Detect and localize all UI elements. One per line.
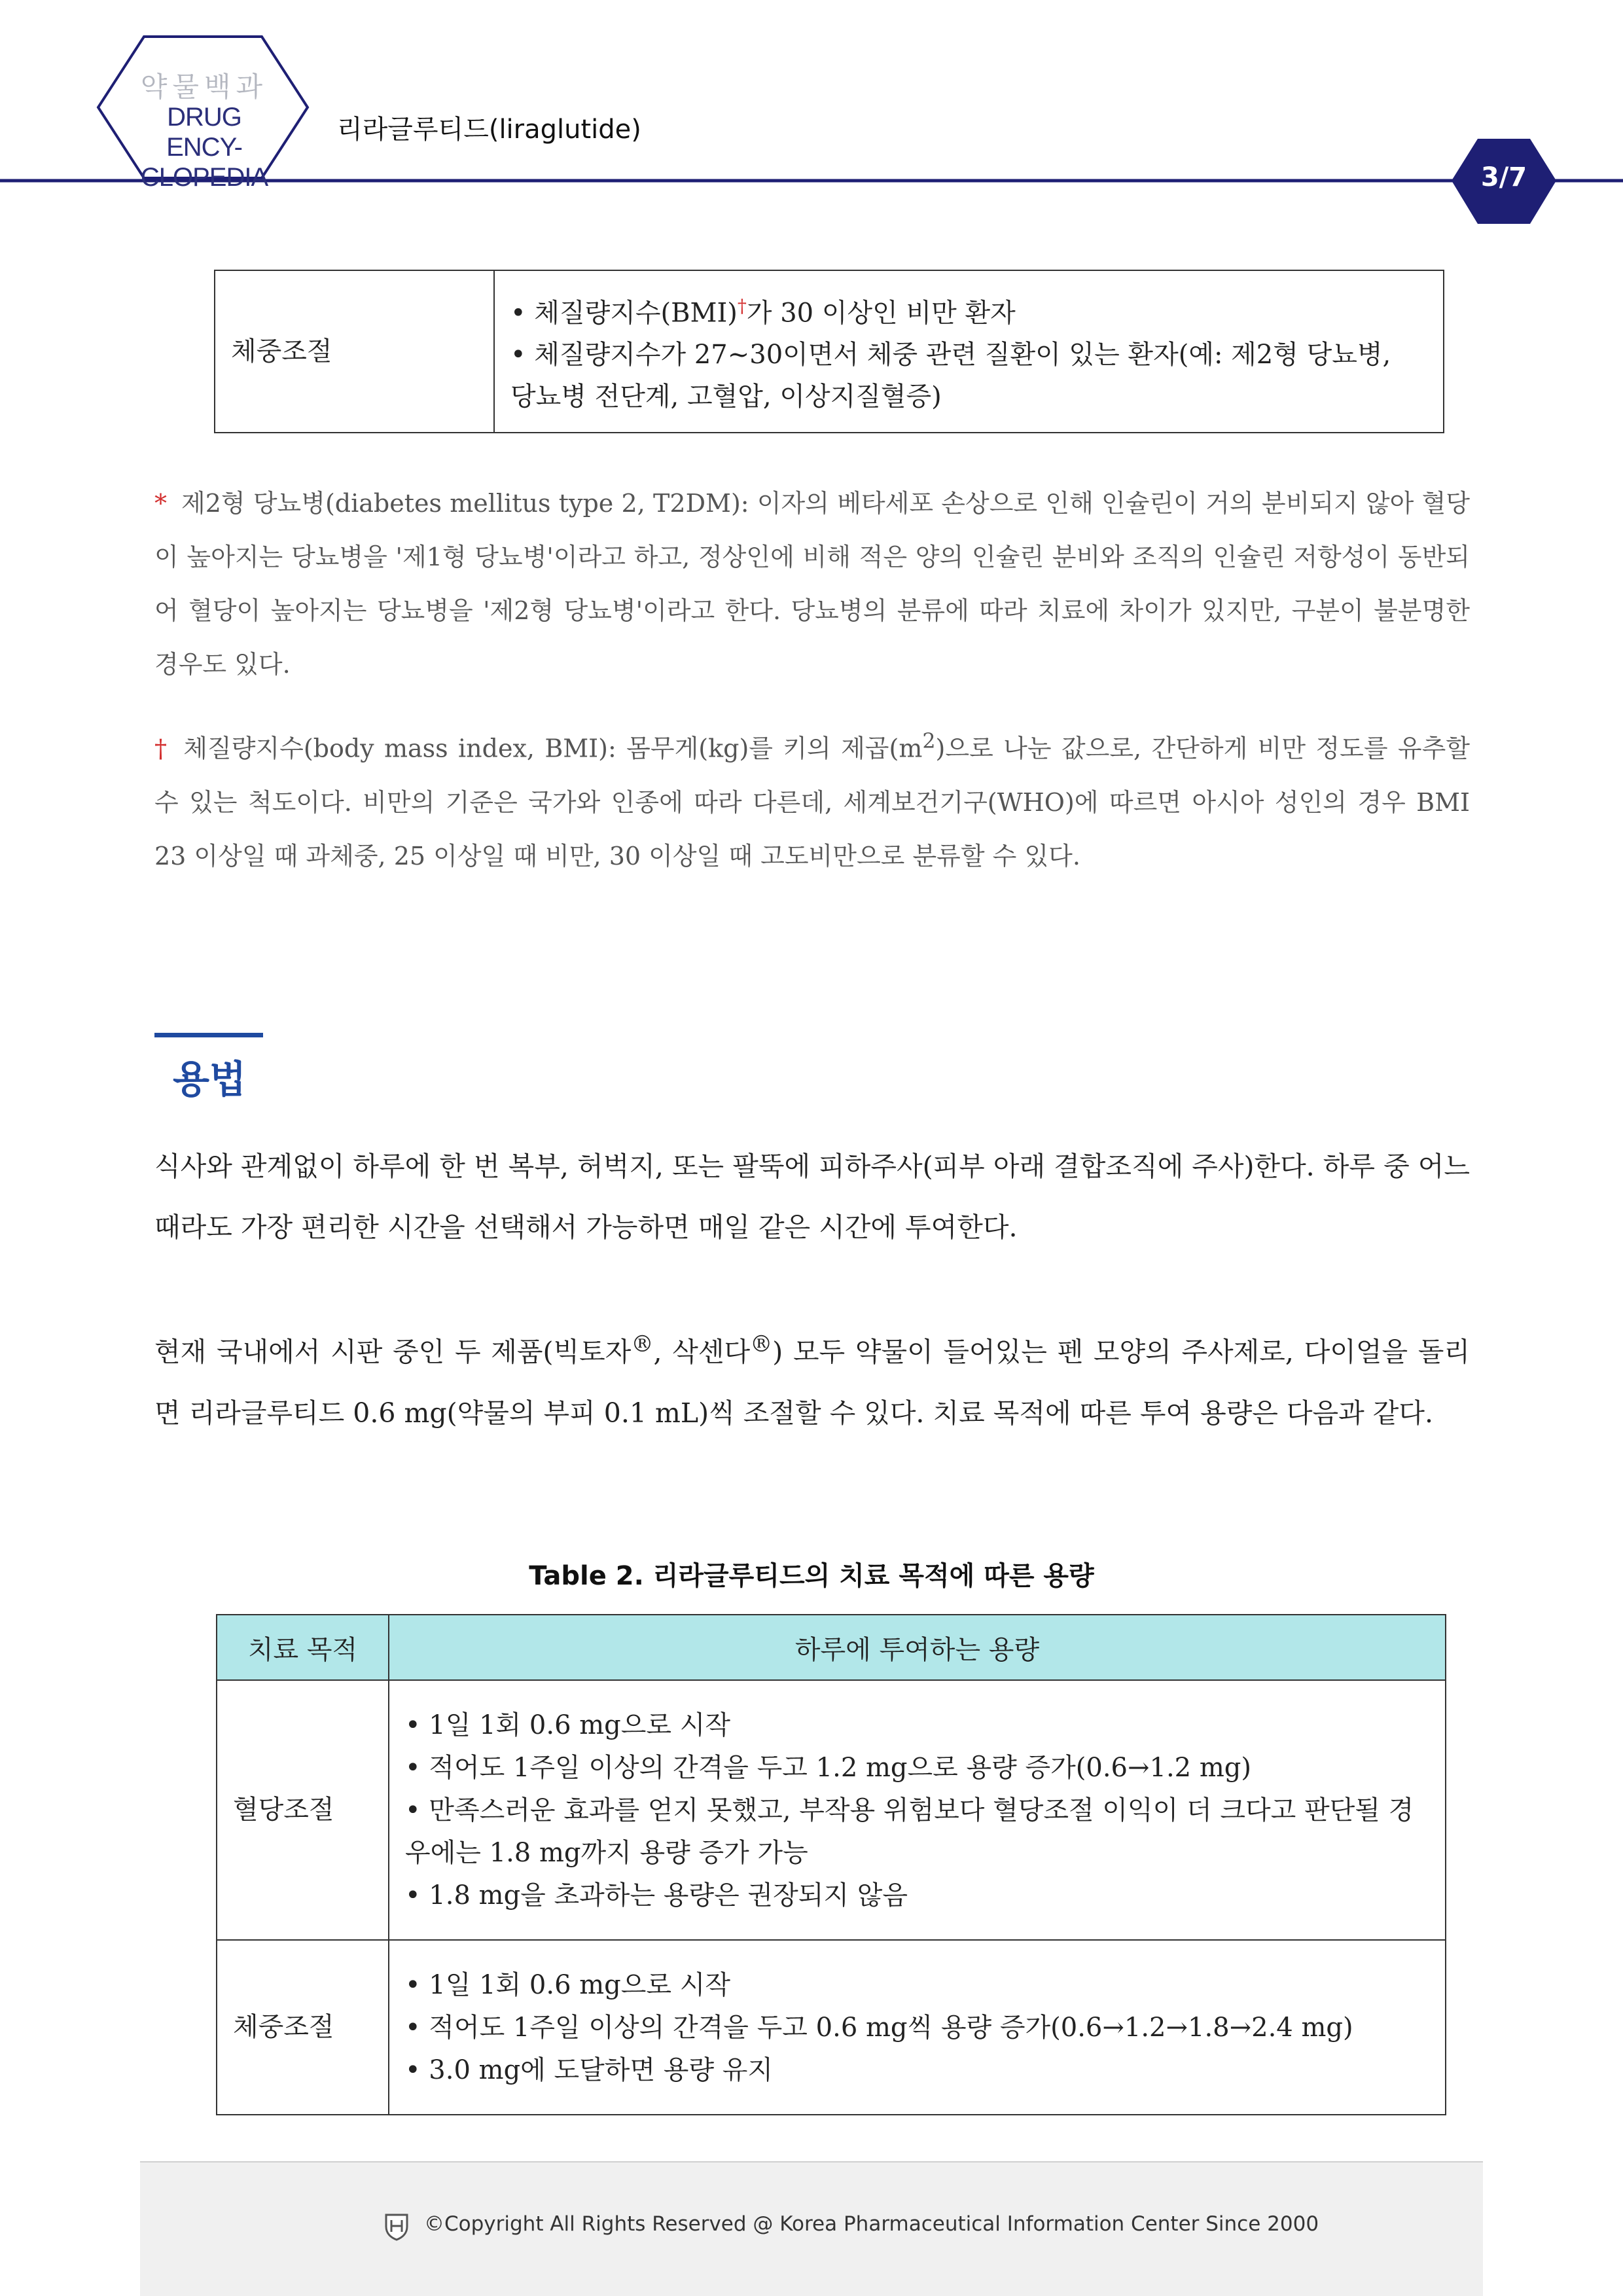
indication-table: [214, 270, 1444, 433]
footnote-bmi-text-rest: )으로 나눈 값으로, 간단하게 비만 정도를 유추할 수 있는 척도이다. 비만의 기준은 국가와 인종에 따라 다른데, 세계보건기구(WHO)에 따르면 아시아 성인의 경우 BMI 23 이상일 때 과체중, 25 이상일 때 비만, 30 이상일 때 고도비만으로 분류할 수 있다.: [154, 734, 1471, 870]
table-header-row: [217, 1615, 1446, 1680]
criteria-line-1-rest: 가 30 이상인 비만 환자: [746, 298, 1016, 329]
footnote-bmi: [154, 715, 1470, 883]
row-dose-weight: [389, 1940, 1446, 2115]
copyright-text: ©Copyright All Rights Reserved @ Korea Pharmaceutical Information Center Since 2000: [424, 2212, 1319, 2236]
table-row: [217, 1940, 1446, 2115]
footnote-t2dm-text: 제2형 당뇨병(diabetes mellitus type 2, T2DM): 이자의 베타세포 손상으로 인해 인슐린이 거의 분비되지 않아 혈당이 높아지는 당뇨병을 '제1형 당뇨병'이라고 하고, 정상인에 비해 적은 양의 인슐린 분비와 조직의 인슐린 저항성이 동반되어 혈당이 높아지는 당뇨병을 '제2형 당뇨병'이라고 한다. 당뇨병의 분류에 따라 치료에 차이가 있지만, 구분이 불분명한 경우도 있다.: [154, 489, 1470, 679]
dagger-mark: †: [737, 295, 747, 317]
table-caption: Table 2. 리라글루티드의 치료 목적에 따른 용량: [529, 1561, 1094, 1591]
paragraph-text: 현재 국내에서 시판 중인 두 제품(빅토자: [154, 1336, 632, 1368]
row-label-glycemic: 혈당조절: [217, 1680, 389, 1940]
registered-mark: ®: [631, 1331, 654, 1357]
column-header-purpose: 치료 목적: [217, 1615, 389, 1680]
footnote-bmi-text: 체질량지수(body mass index, BMI): 몸무게(kg)를 키의 제곱(m: [183, 734, 923, 763]
dose-line: • 1.8 mg을 초과하는 용량은 권장되지 않음: [405, 1880, 908, 1910]
logo-english-line2: CLOPEDIA: [140, 163, 268, 192]
dose-line: • 1일 1회 0.6 mg으로 시작: [405, 1970, 731, 2000]
criteria-line-1: [510, 285, 1419, 334]
paragraph-text: ) 모두 약물이 들어있는 펜 모양의 주사제로, 다이얼을 돌리면 리라글루티드 0.6 mg(약물의 부피 0.1 mL)씩 조절할 수 있다. 치료 목적에 따른 투여 용량은 다음과 같다.: [154, 1336, 1470, 1429]
page-number: 3/7: [1480, 162, 1527, 192]
registered-mark: ®: [750, 1331, 773, 1357]
usage-paragraph-2: [154, 1314, 1470, 1444]
section-title: 용법: [173, 1057, 247, 1102]
section-accent-bar: [154, 1033, 263, 1037]
logo-english: [128, 102, 280, 192]
dose-line: • 적어도 1주일 이상의 간격을 두고 1.2 mg으로 용량 증가(0.6→1.2 mg): [405, 1753, 1251, 1783]
indication-criteria: [494, 270, 1444, 433]
table-row: [217, 1680, 1446, 1940]
dose-line: • 만족스러운 효과를 얻지 못했고, 부작용 위험보다 혈당조절 이익이 더 크다고 판단될 경우에는 1.8 mg까지 용량 증가 가능: [405, 1795, 1414, 1868]
criteria-line-2: • 체질량지수가 27~30이면서 체중 관련 질환이 있는 환자(예: 제2형 당뇨병, 당뇨병 전단계, 고혈압, 이상지질혈증): [510, 340, 1391, 412]
asterisk-mark: *: [154, 489, 167, 518]
row-dose-glycemic: [389, 1680, 1446, 1940]
dagger-mark: †: [154, 734, 169, 763]
criteria-line-1-text: • 체질량지수(BMI): [510, 298, 738, 329]
header-title: 리라글루티드(liraglutide): [337, 115, 641, 145]
dosage-table: [216, 1614, 1446, 2115]
superscript-2: 2: [922, 730, 936, 753]
dose-line: • 적어도 1주일 이상의 간격을 두고 0.6 mg씩 용량 증가(0.6→1.2→1.8→2.4 mg): [405, 2013, 1353, 2043]
kpic-shield-icon: [383, 2212, 410, 2241]
row-label-weight: 체중조절: [217, 1940, 389, 2115]
logo-english-line1: DRUG ENCY-: [166, 103, 242, 162]
usage-paragraph-1: 식사와 관계없이 하루에 한 번 복부, 허벅지, 또는 팔뚝에 피하주사(피부 아래 결합조직에 주사)한다. 하루 중 어느 때라도 가장 편리한 시간을 선택해서 가능하면 매일 같은 시간에 투여한다.: [154, 1151, 1470, 1243]
column-header-dose: 하루에 투여하는 용량: [389, 1615, 1446, 1680]
indication-label: 체중조절: [215, 270, 494, 433]
table-row: [215, 270, 1444, 433]
footnote-t2dm: [154, 476, 1470, 691]
paragraph-text: , 삭센다: [653, 1336, 751, 1368]
dose-line: • 1일 1회 0.6 mg으로 시작: [405, 1710, 731, 1740]
logo-korean: 약물백과: [140, 71, 268, 103]
dose-line: • 3.0 mg에 도달하면 용량 유지: [405, 2055, 774, 2085]
